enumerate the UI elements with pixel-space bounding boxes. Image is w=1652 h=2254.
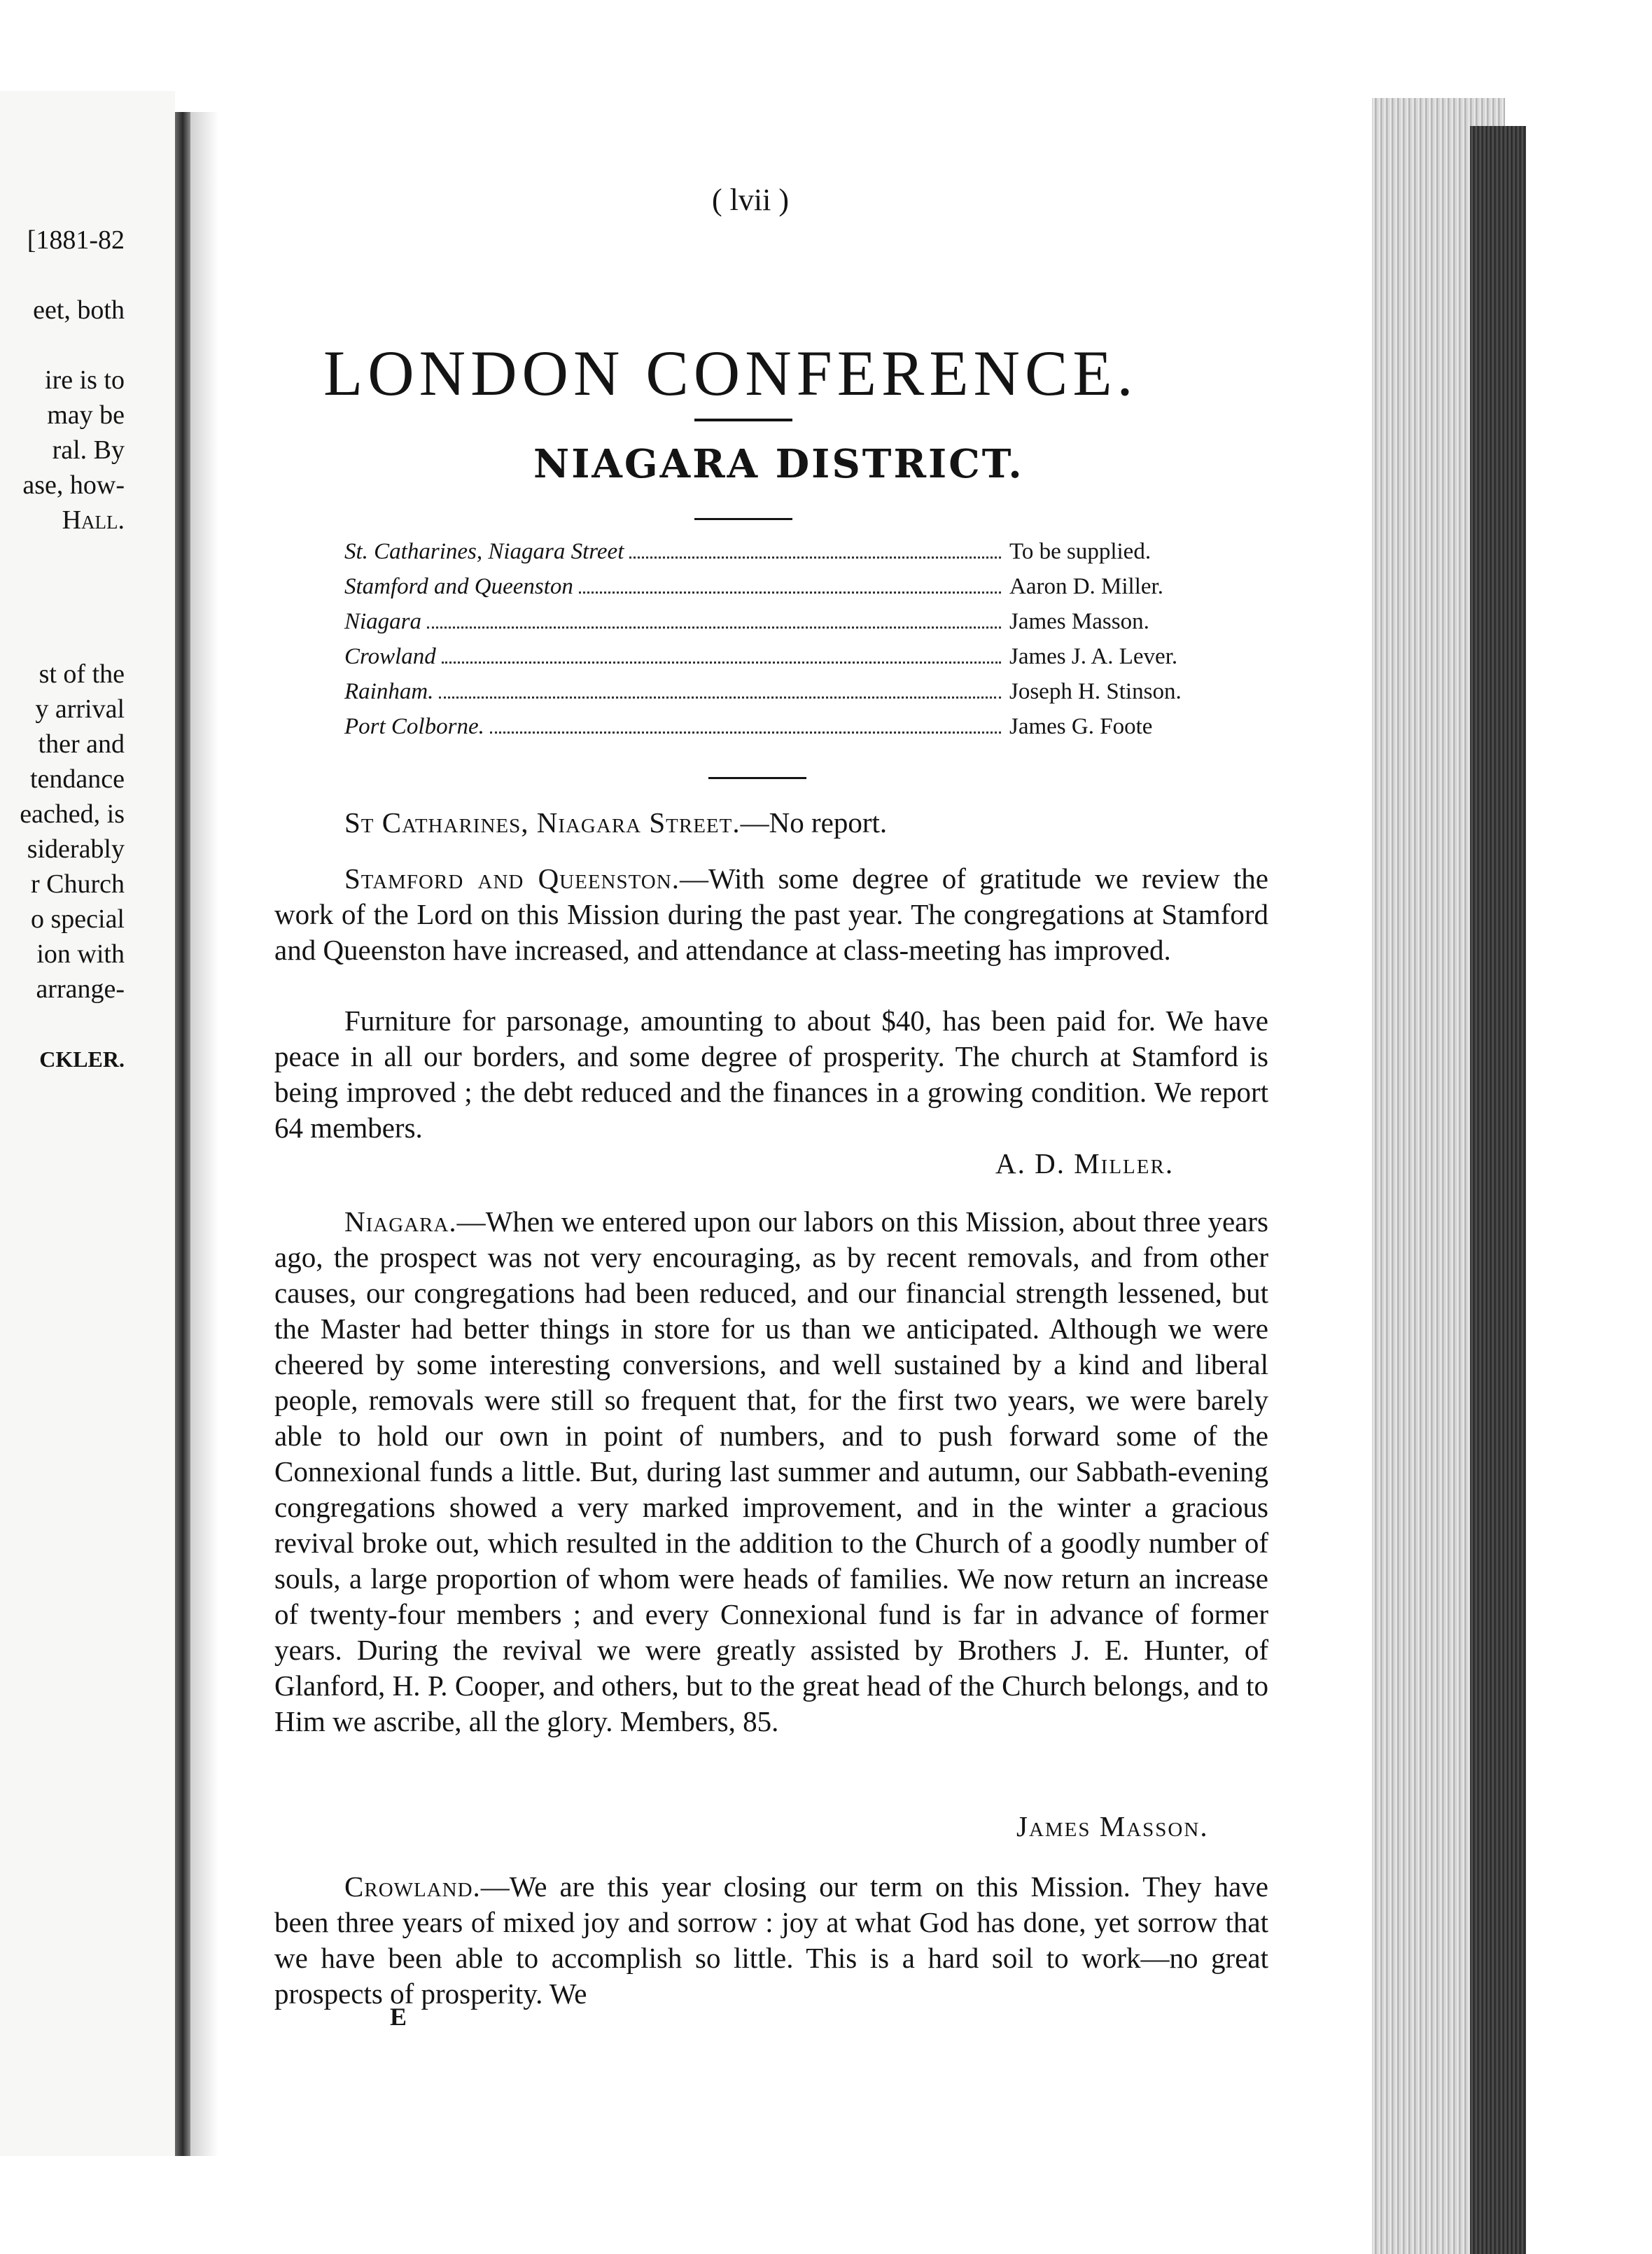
appointment-place: Rainham. [344,679,434,704]
report-stamford [274,861,1268,968]
left-line: r Church [30,869,125,899]
appointment-place: Niagara [344,609,422,634]
left-line: may be [47,400,125,430]
gutter-shadow [190,112,218,2156]
appointment-place: Stamford and Queenston [344,574,573,599]
left-line: st of the [38,659,125,689]
appointments-rule [708,777,806,779]
district-rule [694,518,792,520]
appointment-row [344,714,1240,749]
book-gutter [175,112,190,2156]
left-line: ase, how- [22,470,125,500]
left-line: ire is to [45,365,125,395]
report-st-catharines [274,805,1268,841]
main-page [218,126,1372,2254]
left-line: ther and [38,729,125,759]
appointment-place: Crowland [344,644,436,669]
appointment-pastor: Aaron D. Miller. [1009,574,1163,599]
title-rule [694,419,792,421]
left-line: eet, both [33,295,125,325]
district-title: NIAGARA DISTRICT. [533,441,1024,487]
appointment-pastor: James J. A. Lever. [1009,644,1178,669]
leader-dots [579,592,1001,594]
left-line: arrange- [36,974,125,1004]
leader-dots [427,626,1001,629]
report-text: —With some degree of gratitude we review the work of the Lord on this Mission during the past year. The congregations at Stamford and Queenston have increased, and attendance at class-meeting has improved. [274,862,1268,966]
left-line: CKLER. [39,1046,125,1072]
report-heading: St Catharines, Niagara Street. [344,806,741,839]
report-text: —We are this year closing our term on this Mission. They have been three years of mixed joy and sorrow : joy at what God has done, yet sorrow that we have been able to accomplish so little. This is a hard soil to work—no great prospects of prosperity. We [274,1870,1268,2010]
report-heading: Niagara. [344,1205,457,1238]
appointment-row [344,679,1240,714]
left-line: Hall. [62,505,125,535]
leader-dots [439,696,1001,699]
appointment-row [344,609,1240,644]
conference-title: LONDON CONFERENCE. [323,337,1138,409]
signature-masson: James Masson. [1016,1810,1209,1842]
report-text: —No report. [740,806,888,839]
appointment-row [344,644,1240,679]
appointment-place: St. Catharines, Niagara Street [344,539,624,564]
appointment-row [344,539,1240,574]
left-line: [1881-82 [27,225,125,255]
leader-dots [442,662,1001,664]
appointment-row [344,574,1240,609]
report-text: Furniture for parsonage, amounting to about $40, has been paid for. We have peace in all our borders, and some degree of prosperity. The church at Stamford is being improved ; the debt reduced and the finances in a growing condition. We report 64 members. [274,1004,1268,1144]
left-line: o special [30,904,125,934]
appointment-place: Port Colborne. [344,714,484,739]
left-line: ral. By [52,435,125,465]
book-cover-edge [1470,126,1526,2254]
signature-mark: E [390,2003,407,2031]
report-heading: Crowland. [344,1870,481,1903]
leader-dots [490,732,1001,734]
left-line: siderably [27,834,125,864]
appointment-pastor: Joseph H. Stinson. [1009,679,1182,704]
appointment-pastor: James Masson. [1009,609,1149,634]
leader-dots [629,556,1001,559]
appointment-pastor: To be supplied. [1009,539,1152,564]
left-page-fragment [0,91,175,2156]
report-niagara [274,1204,1268,1740]
signature-miller: A. D. Miller. [995,1147,1175,1180]
appointment-pastor: James G. Foote [1009,714,1153,739]
report-heading: Stamford and Queenston. [344,862,680,895]
left-line: eached, is [20,799,125,829]
left-line: tendance [29,764,125,794]
report-crowland [274,1869,1268,2012]
page-number: ( lvii ) [712,183,789,217]
left-line: y arrival [35,694,125,724]
report-text: —When we entered upon our labors on this Mission, about three years ago, the prospect was not very encouraging, as by recent removals, and from other causes, our congregations had been reduced, and our financial strength lessened, but the Master had better things in store for us than we anticipated. Although we were cheered by some interesting conversions, and well sustained by a kind and liberal people, removals were still so frequent that, for the first two years, we were barely able to hold our own in point of numbers, and to push forward some of the Connexional funds a little. But, during last summer and autumn, our Sabbath-evening congregations showed a very marked improvement, and in the winter a gracious revival broke out, which resulted in the addition to the Church of a goodly number of souls, a large proportion of whom were heads of families. We now return an increase of twenty-four members ; and every Connexional fund is far in advance of former years. During the revival we were greatly assisted by Brothers J. E. Hunter, of Glanford, H. P. Cooper, and others, but to the great head of the Church belongs, and to Him we ascribe, all the glory. Members, 85. [274,1205,1268,1737]
left-line: ion with [36,939,125,969]
report-stamford-continued [274,1003,1268,1146]
